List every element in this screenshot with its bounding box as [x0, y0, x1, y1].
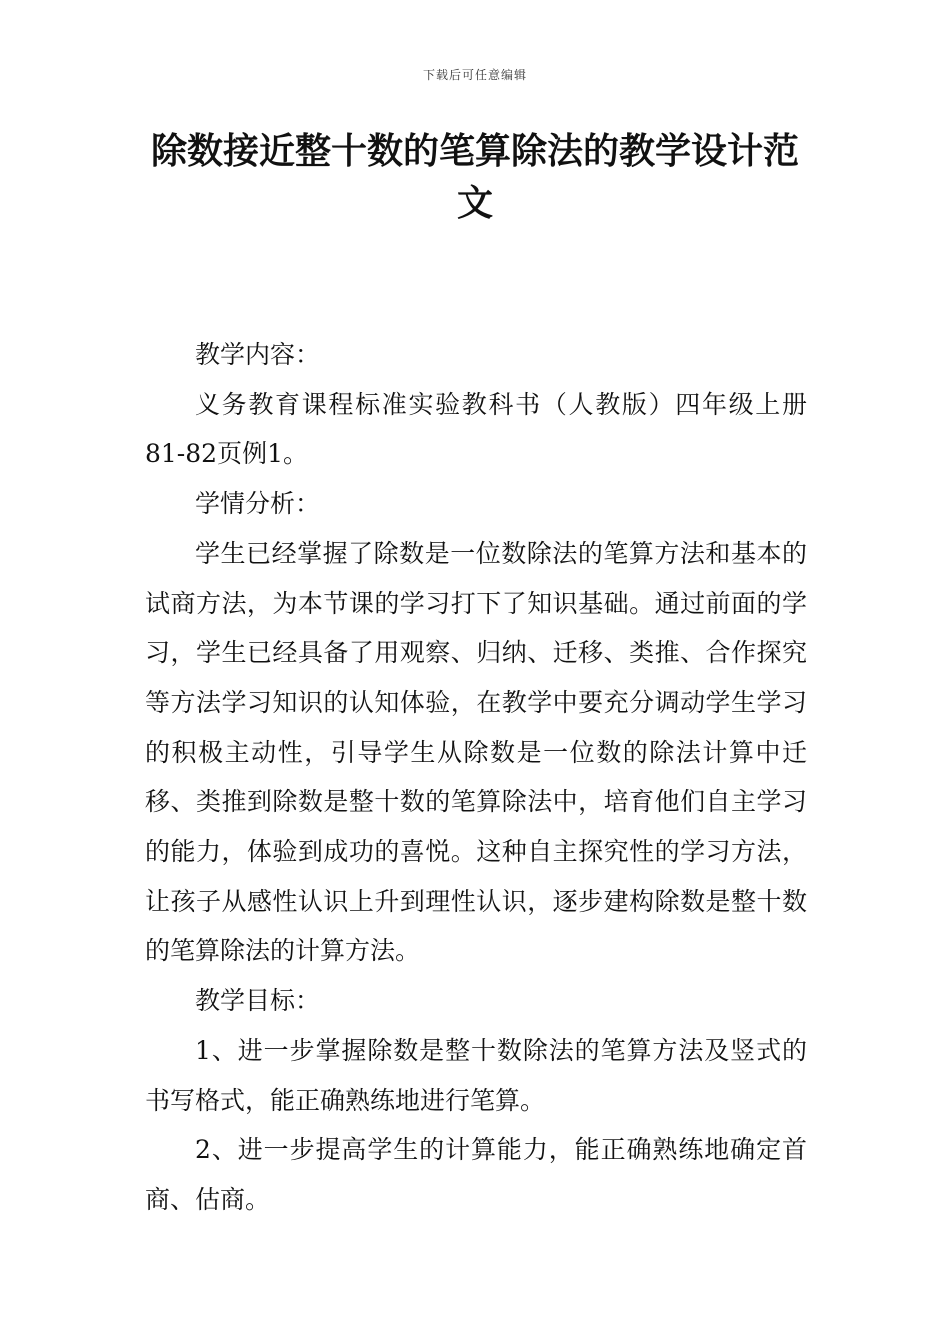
section-heading-analysis: 学情分析：: [195, 489, 321, 519]
section-heading-content: 教学内容：: [195, 340, 321, 369]
paragraph-content-source: 义务教育课程标准实验教科书（人教版）四年级上册81-82页例1。: [145, 389, 807, 469]
document-title: 除数接近整十数的笔算除法的教学设计范文: [150, 131, 799, 224]
document-body: [145, 330, 807, 1225]
objective-item-2: 2、进一步提高学生的计算能力，能正确熟练地确定首商、估商。: [145, 1135, 807, 1214]
section-heading-objectives: 教学目标：: [195, 986, 321, 1016]
objective-item-1: 1、进一步掌握除数是整十数除法的笔算方法及竖式的书写格式，能正确熟练地进行笔算。: [145, 1035, 807, 1115]
paragraph-analysis: 学生已经掌握了除数是一位数除法的笔算方法和基本的试商方法，为本节课的学习打下了知识基础。通过前面的学习，学生已经具备了用观察、归纳、迁移、类推、合作探究等方法学习知识的认知体验，在教学中要充分调动学生学习的积极主动性，引导学生从除数是一位数的除法计算中迁移、类推到除数是整十数的笔算除法中，培育他们自主学习的能力，体验到成功的喜悦。这种自主探究性的学习方法，让孩子从感性认识上升到理性认识，逐步建构除数是整十数的笔算除法的计算方法。: [145, 538, 807, 966]
page-header-note: 下载后可任意编辑: [422, 68, 527, 82]
